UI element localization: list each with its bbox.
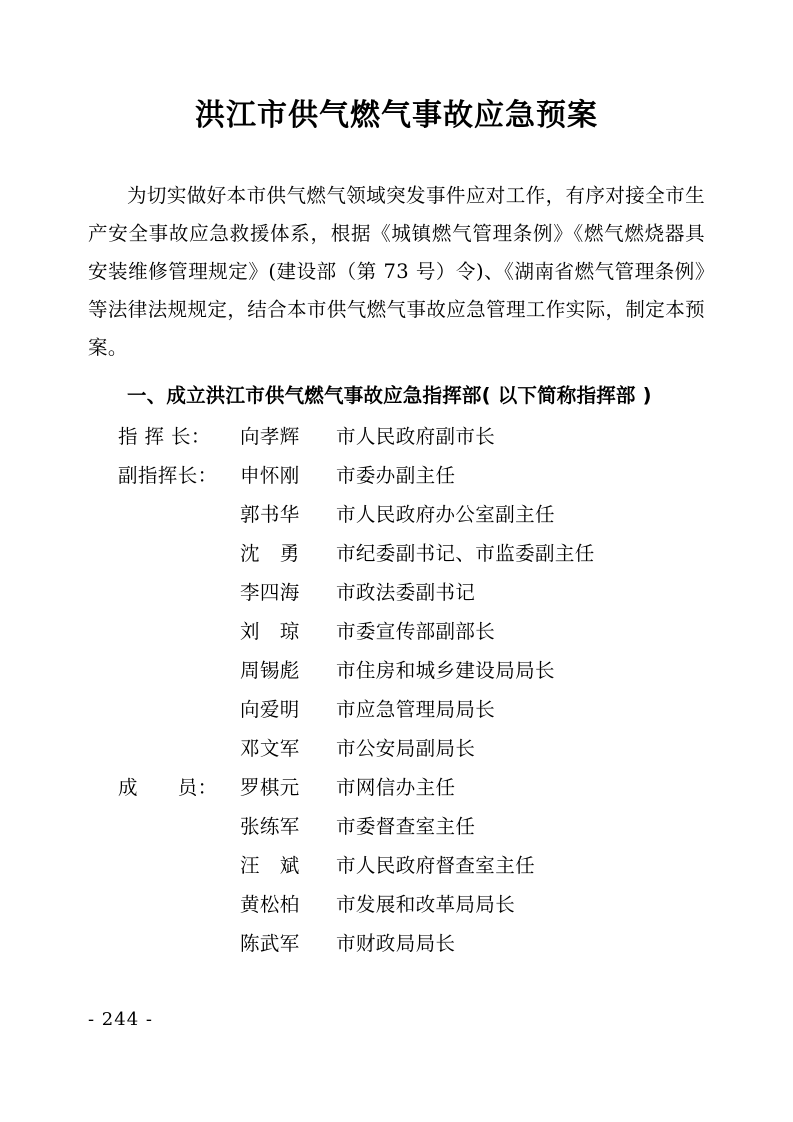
- roster-name: 陈武军: [240, 932, 300, 955]
- roster-role: 副指挥长：: [118, 464, 218, 487]
- roster-name: 向爱明: [240, 698, 300, 721]
- roster-list: [88, 417, 705, 963]
- roster-role: 成 员：: [118, 776, 218, 799]
- roster-row: [88, 729, 705, 768]
- roster-title: 市网信办主任: [336, 776, 456, 799]
- roster-title: 市人民政府督查室主任: [336, 854, 536, 877]
- section-heading: 一、成立洪江市供气燃气事故应急指挥部( 以下简称指挥部 ): [127, 384, 652, 407]
- roster-name: 向孝辉: [240, 425, 300, 448]
- roster-title: 市委宣传部副部长: [336, 620, 496, 643]
- roster-title: 市委督查室主任: [336, 815, 476, 838]
- roster-title: 市政法委副书记: [336, 581, 476, 604]
- roster-row: [88, 690, 705, 729]
- roster-role: 指 挥 长：: [118, 425, 211, 448]
- roster-name: 李四海: [240, 581, 300, 604]
- roster-name: 张练军: [240, 815, 300, 838]
- roster-name: 罗棋元: [240, 776, 300, 799]
- roster-title: 市财政局局长: [336, 932, 456, 955]
- roster-row: [88, 651, 705, 690]
- roster-row: [88, 456, 705, 495]
- roster-row: [88, 885, 705, 924]
- roster-title: 市住房和城乡建设局局长: [336, 659, 555, 682]
- roster-row: [88, 417, 705, 456]
- roster-name: 刘 琼: [240, 620, 300, 643]
- roster-row: [88, 846, 705, 885]
- roster-name: 邓文军: [240, 737, 300, 760]
- roster-name: 黄松柏: [240, 893, 300, 916]
- roster-title: 市委办副主任: [336, 464, 456, 487]
- roster-title: 市应急管理局局长: [336, 698, 496, 721]
- roster-name: 申怀刚: [240, 464, 300, 487]
- intro-paragraph: 为切实做好本市供气燃气领域突发事件应对工作，有序对接全市生产安全事故应急救援体系，根据《城镇燃气管理条例》《燃气燃烧器具安装维修管理规定》(建设部（第 73 号）令)、《湖南省燃气管理条例》等法律法规规定，结合本市供气燃气事故应急管理工作实际，制定本预案。: [88, 184, 705, 359]
- roster-row: [88, 924, 705, 963]
- roster-name: 沈 勇: [240, 542, 300, 565]
- roster-name: 周锡彪: [240, 659, 300, 682]
- page-title: 洪江市供气燃气事故应急预案: [195, 98, 598, 133]
- roster-row: [88, 768, 705, 807]
- roster-title: 市发展和改革局局长: [336, 893, 516, 916]
- roster-name: 汪 斌: [240, 854, 300, 877]
- roster-title: 市公安局副局长: [336, 737, 476, 760]
- roster-row: [88, 612, 705, 651]
- page-number: - 244 -: [88, 1009, 153, 1030]
- roster-row: [88, 495, 705, 534]
- roster-title: 市纪委副书记、市监委副主任: [336, 542, 595, 565]
- roster-name: 郭书华: [240, 503, 300, 526]
- roster-row: [88, 807, 705, 846]
- roster-title: 市人民政府副市长: [336, 425, 496, 448]
- roster-title: 市人民政府办公室副主任: [336, 503, 555, 526]
- page-content: [88, 96, 705, 963]
- roster-row: [88, 534, 705, 573]
- roster-row: [88, 573, 705, 612]
